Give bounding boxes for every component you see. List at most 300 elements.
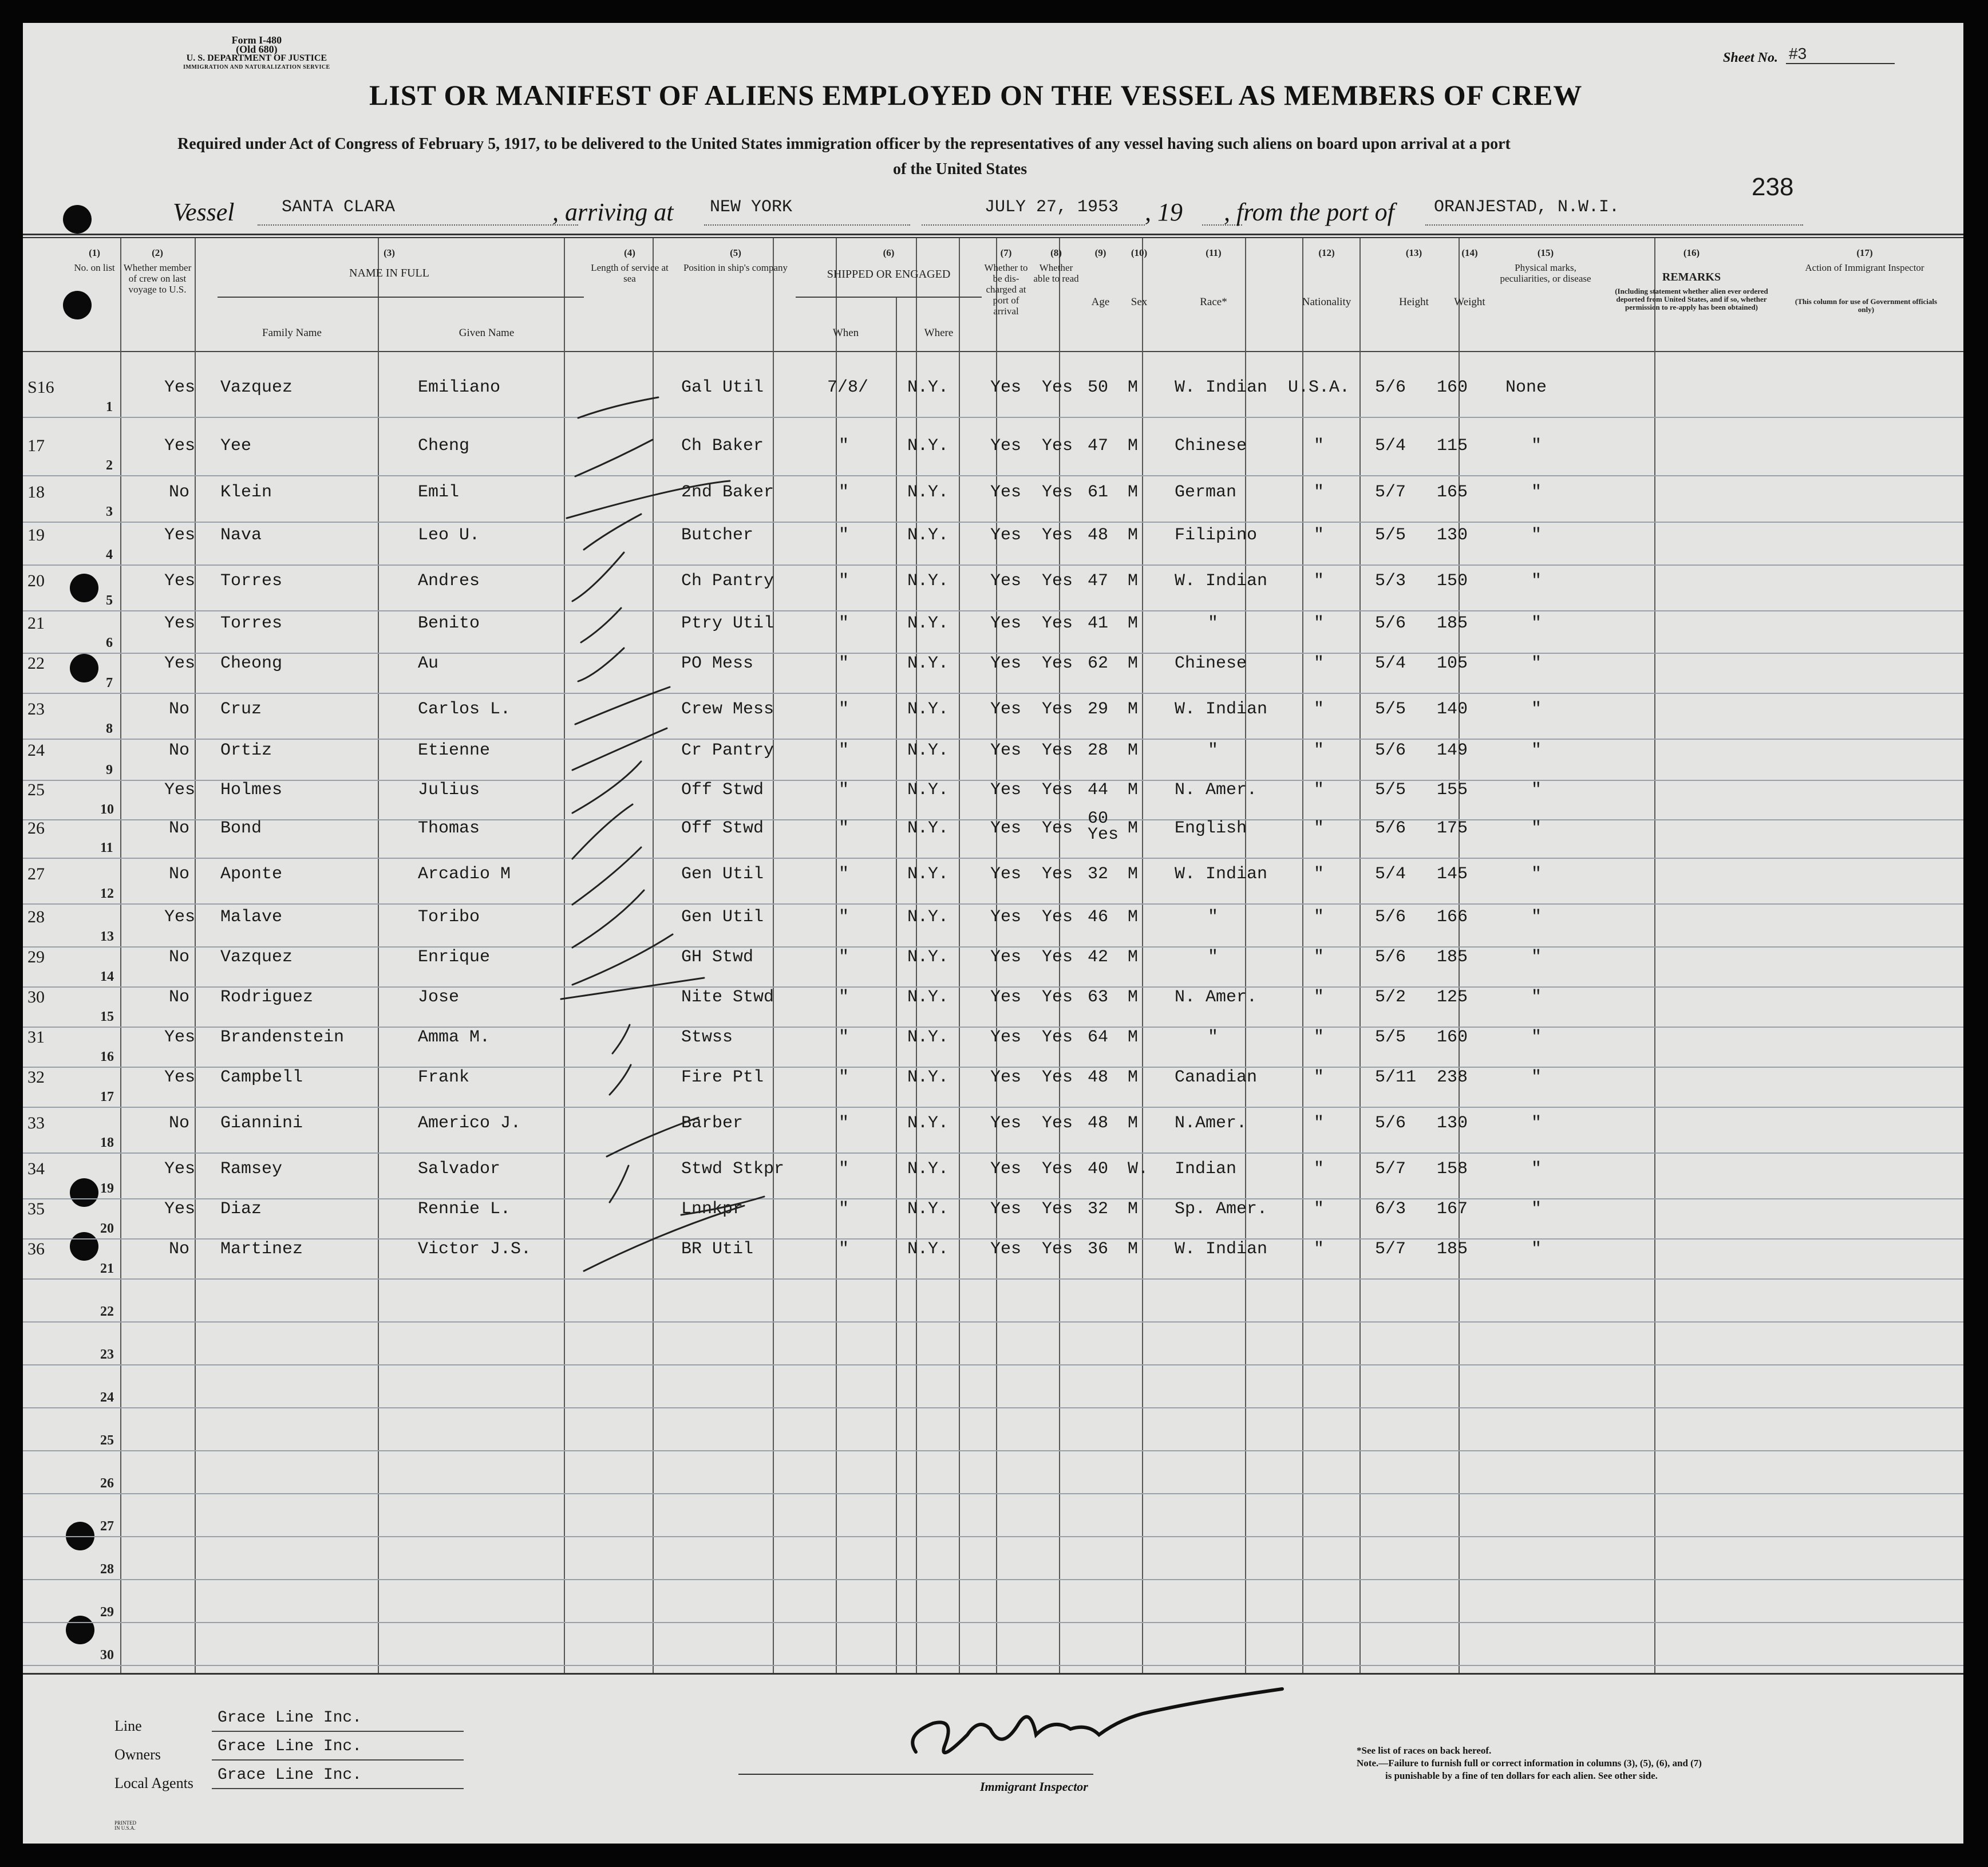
subheader-family-name: Family Name xyxy=(262,327,322,339)
cell-discharged: Yes xyxy=(990,700,1022,719)
cell-position: Cr Pantry xyxy=(681,741,774,760)
cell-read: Yes xyxy=(1042,483,1073,502)
cell-position: BR Util xyxy=(681,1240,754,1259)
cell-family: Ramsey xyxy=(220,1159,283,1179)
document-title: LIST OR MANIFEST OF ALIENS EMPLOYED ON THE VESSEL AS MEMBERS OF CREW xyxy=(369,79,1583,111)
cell-where: N.Y. xyxy=(907,571,949,591)
row-serial-number: 34 xyxy=(27,1159,45,1178)
row-serial-number: 29 xyxy=(27,948,45,966)
cell-when: " xyxy=(839,1199,849,1219)
cell-sex: M xyxy=(1128,741,1139,760)
cell-race: W. Indian xyxy=(1175,700,1268,719)
cell-age: 47 xyxy=(1088,571,1109,591)
cell-discharged: Yes xyxy=(990,907,1022,927)
cell-crew: No xyxy=(169,865,190,884)
column-number-14: (14) xyxy=(1461,247,1478,258)
cell-position: GH Stwd xyxy=(681,948,754,967)
cell-race: " xyxy=(1208,907,1219,927)
cell-read: Yes xyxy=(1042,654,1073,673)
cell-discharged: Yes xyxy=(990,1199,1022,1219)
cell-marks: " xyxy=(1531,1159,1542,1179)
cell-nationality: " xyxy=(1314,436,1325,456)
row-serial-number: 20 xyxy=(27,571,45,590)
from-port: ORANJESTAD, N.W.I. xyxy=(1434,198,1620,217)
cell-age: 36 xyxy=(1088,1240,1109,1259)
cell-family: Yee xyxy=(220,436,252,456)
cell-age: 60 Yes xyxy=(1088,809,1119,844)
column-number-9: (9) xyxy=(1094,247,1106,258)
subheader-when: When xyxy=(832,327,859,339)
column-label-16: REMARKS xyxy=(1662,271,1721,283)
cell-age: 48 xyxy=(1088,1114,1109,1133)
cell-nationality: " xyxy=(1314,948,1325,967)
cell-race: W. Indian xyxy=(1175,1240,1268,1259)
cell-marks: " xyxy=(1531,1114,1542,1133)
column-number-16: (16) xyxy=(1683,247,1700,258)
cell-height: 5/3 xyxy=(1375,571,1406,591)
cell-race: English xyxy=(1175,819,1247,838)
cell-discharged: Yes xyxy=(990,571,1022,591)
cell-nationality: " xyxy=(1314,988,1325,1007)
arrival-date: JULY 27, 1953 xyxy=(985,198,1119,217)
cell-nationality: " xyxy=(1314,483,1325,502)
agents-underline xyxy=(212,1788,464,1789)
cell-given: Julius xyxy=(418,780,480,800)
cell-age: 42 xyxy=(1088,948,1109,967)
service-check-marks xyxy=(23,23,1963,1844)
cell-weight: 130 xyxy=(1437,526,1468,545)
from-port-label: , from the port of xyxy=(1224,198,1394,226)
cell-nationality: " xyxy=(1314,571,1325,591)
cell-when: " xyxy=(839,436,849,456)
cell-race: Filipino xyxy=(1175,526,1258,545)
cell-marks: " xyxy=(1531,988,1542,1007)
column-number-6: (6) xyxy=(883,247,895,258)
cell-marks: None xyxy=(1505,378,1547,397)
sheet-number-label: Sheet No. xyxy=(1723,50,1778,65)
cell-discharged: Yes xyxy=(990,483,1022,502)
cell-discharged: Yes xyxy=(990,614,1022,633)
cell-height: 5/7 xyxy=(1375,1159,1406,1179)
cell-age: 46 xyxy=(1088,907,1109,927)
cell-position: Gal Util xyxy=(681,378,764,397)
cell-family: Campbell xyxy=(220,1068,303,1087)
cell-where: N.Y. xyxy=(907,614,949,633)
cell-family: Torres xyxy=(220,614,283,633)
cell-read: Yes xyxy=(1042,741,1073,760)
cell-given: Andres xyxy=(418,571,480,591)
cell-age: 40 xyxy=(1088,1159,1109,1179)
local-agents-label: Local Agents xyxy=(114,1775,193,1791)
cell-crew: No xyxy=(169,1114,190,1133)
cell-when: " xyxy=(839,1028,849,1047)
cell-crew: Yes xyxy=(164,1068,196,1087)
cell-sex: M xyxy=(1128,1199,1139,1219)
column-label-7: Whether to be dis-charged at port of arrival xyxy=(984,262,1028,317)
column-number-12: (12) xyxy=(1318,247,1335,258)
row-list-number: 28 xyxy=(100,1562,114,1577)
cell-given: Rennie L. xyxy=(418,1199,511,1219)
cell-crew: Yes xyxy=(164,614,196,633)
cell-family: Cheong xyxy=(220,654,283,673)
cell-family: Giannini xyxy=(220,1114,303,1133)
column-number-15: (15) xyxy=(1537,247,1554,258)
cell-family: Cruz xyxy=(220,700,262,719)
cell-nationality: " xyxy=(1314,741,1325,760)
arriving-port: NEW YORK xyxy=(710,198,793,217)
row-list-number: 9 xyxy=(106,763,113,777)
cell-sex: M xyxy=(1128,654,1139,673)
cell-position: Lnnkpr xyxy=(681,1199,744,1219)
row-serial-number: 31 xyxy=(27,1028,45,1047)
cell-given: Benito xyxy=(418,614,480,633)
cell-discharged: Yes xyxy=(990,436,1022,456)
cell-position: Off Stwd xyxy=(681,780,764,800)
cell-discharged: Yes xyxy=(990,865,1022,884)
cell-where: N.Y. xyxy=(907,741,949,760)
cell-discharged: Yes xyxy=(990,819,1022,838)
cell-weight: 160 xyxy=(1437,1028,1468,1047)
row-serial-number: 24 xyxy=(27,741,45,760)
cell-height: 5/7 xyxy=(1375,1240,1406,1259)
owners-label: Owners xyxy=(114,1746,161,1763)
cell-family: Vazquez xyxy=(220,378,293,397)
row-serial-number: 17 xyxy=(27,436,45,455)
cell-position: Ch Baker xyxy=(681,436,764,456)
cell-when: 7/8/ xyxy=(827,378,869,397)
cell-position: Fire Ptl xyxy=(681,1068,764,1087)
cell-position: 2nd Baker xyxy=(681,483,774,502)
cell-given: Amma M. xyxy=(418,1028,491,1047)
cell-marks: " xyxy=(1531,1199,1542,1219)
cell-height: 5/6 xyxy=(1375,819,1406,838)
footnote-races: *See list of races on back hereof. xyxy=(1357,1745,1492,1756)
cell-where: N.Y. xyxy=(907,907,949,927)
cell-given: Leo U. xyxy=(418,526,480,545)
subheader-given-name: Given Name xyxy=(459,327,515,339)
remarks-note: (Including statement whether alien ever ordered deported from United States, and if so, whether permission to re-apply has been obtained) xyxy=(1615,287,1768,311)
cell-height: 5/6 xyxy=(1375,378,1406,397)
cell-height: 5/5 xyxy=(1375,700,1406,719)
cell-height: 5/4 xyxy=(1375,865,1406,884)
cell-discharged: Yes xyxy=(990,526,1022,545)
column-label-9: Age xyxy=(1091,296,1110,308)
column-label-13: Height xyxy=(1399,296,1429,308)
row-list-number: 17 xyxy=(100,1090,114,1104)
cell-where: N.Y. xyxy=(907,654,949,673)
cell-nationality: " xyxy=(1314,907,1325,927)
cell-height: 5/4 xyxy=(1375,436,1406,456)
cell-crew: Yes xyxy=(164,1199,196,1219)
cell-read: Yes xyxy=(1042,907,1073,927)
cell-discharged: Yes xyxy=(990,378,1022,397)
cell-where: N.Y. xyxy=(907,819,949,838)
column-number-17: (17) xyxy=(1856,247,1873,258)
row-list-number: 30 xyxy=(100,1648,114,1663)
row-list-number: 2 xyxy=(106,458,113,473)
cell-race: " xyxy=(1208,741,1219,760)
cell-nationality: " xyxy=(1314,1068,1325,1087)
subtitle-line1: Required under Act of Congress of February 5, 1917, to be delivered to the United States immigration officer by the representatives of any vessel having such aliens on board upon arrival at a port xyxy=(177,135,1511,153)
row-list-number: 16 xyxy=(100,1049,114,1064)
cell-race: N. Amer. xyxy=(1175,780,1258,800)
column-number-2: (2) xyxy=(152,247,163,258)
cell-nationality: " xyxy=(1314,1240,1325,1259)
cell-nationality: " xyxy=(1314,700,1325,719)
cell-race: Chinese xyxy=(1175,436,1247,456)
arriving-label: , arriving at xyxy=(552,198,674,226)
cell-given: Salvador xyxy=(418,1159,501,1179)
cell-crew: Yes xyxy=(164,1159,196,1179)
cell-marks: " xyxy=(1531,526,1542,545)
cell-sex: M xyxy=(1128,819,1139,838)
cell-height: 5/7 xyxy=(1375,483,1406,502)
cell-crew: Yes xyxy=(164,436,196,456)
column-label-17: Action of Immigrant Inspector xyxy=(1805,262,1924,273)
cell-when: " xyxy=(839,1240,849,1259)
row-list-number: 7 xyxy=(106,676,113,690)
cell-nationality: " xyxy=(1314,614,1325,633)
row-list-number: 5 xyxy=(106,593,113,608)
cell-given: Toribo xyxy=(418,907,480,927)
cell-position: Ch Pantry xyxy=(681,571,774,591)
cell-family: Nava xyxy=(220,526,262,545)
cell-family: Rodriguez xyxy=(220,988,314,1007)
sheet-number-value: #3 xyxy=(1789,45,1807,62)
column-number-3: (3) xyxy=(384,247,395,258)
cell-sex: M xyxy=(1128,526,1139,545)
cell-weight: 165 xyxy=(1437,483,1468,502)
column-label-8: Whether able to read xyxy=(1033,262,1079,284)
vessel-name: SANTA CLARA xyxy=(282,198,396,217)
cell-height: 5/5 xyxy=(1375,1028,1406,1047)
department-name: U. S. DEPARTMENT OF JUSTICE xyxy=(186,53,327,63)
cell-crew: Yes xyxy=(164,654,196,673)
row-list-number: 10 xyxy=(100,802,114,817)
column-label-3: NAME IN FULL xyxy=(349,267,429,279)
cell-crew: Yes xyxy=(164,907,196,927)
cell-nationality: " xyxy=(1314,526,1325,545)
column-number-10: (10) xyxy=(1131,247,1148,258)
cell-weight: 185 xyxy=(1437,1240,1468,1259)
cell-sex: M xyxy=(1128,1114,1139,1133)
cell-age: 48 xyxy=(1088,1068,1109,1087)
cell-age: 63 xyxy=(1088,988,1109,1007)
column-label-11: Race* xyxy=(1200,296,1227,308)
cell-nationality: " xyxy=(1314,1199,1325,1219)
cell-nationality: " xyxy=(1314,1028,1325,1047)
row-list-number: 19 xyxy=(100,1181,114,1196)
cell-where: N.Y. xyxy=(907,378,949,397)
cell-where: N.Y. xyxy=(907,436,949,456)
cell-marks: " xyxy=(1531,819,1542,838)
cell-discharged: Yes xyxy=(990,1159,1022,1179)
form-number: Form I-480 xyxy=(231,34,282,46)
cell-sex: M xyxy=(1128,907,1139,927)
column-number-8: (8) xyxy=(1050,247,1062,258)
cell-crew: No xyxy=(169,700,190,719)
cell-position: Crew Mess xyxy=(681,700,774,719)
cell-when: " xyxy=(839,654,849,673)
inspector-label: Immigrant Inspector xyxy=(980,1779,1088,1794)
cell-age: 44 xyxy=(1088,780,1109,800)
cell-age: 64 xyxy=(1088,1028,1109,1047)
cell-weight: 149 xyxy=(1437,741,1468,760)
cell-nationality: " xyxy=(1314,1159,1325,1179)
cell-marks: " xyxy=(1531,700,1542,719)
cell-height: 5/2 xyxy=(1375,988,1406,1007)
row-list-number: 12 xyxy=(100,886,114,901)
cell-nationality: " xyxy=(1314,1114,1325,1133)
line-label: Line xyxy=(114,1718,142,1734)
cell-discharged: Yes xyxy=(990,741,1022,760)
cell-position: Off Stwd xyxy=(681,819,764,838)
row-list-number: 13 xyxy=(100,929,114,944)
row-serial-number: 26 xyxy=(27,819,45,838)
cell-given: Emiliano xyxy=(418,378,501,397)
column-label-15: Physical marks, peculiarities, or disease xyxy=(1500,262,1591,284)
cell-nationality: " xyxy=(1314,780,1325,800)
cell-family: Diaz xyxy=(220,1199,262,1219)
stamp-number: 238 xyxy=(1752,173,1794,201)
cell-when: " xyxy=(839,865,849,884)
row-serial-number: 19 xyxy=(27,526,45,544)
row-list-number: 21 xyxy=(100,1261,114,1276)
cell-read: Yes xyxy=(1042,1199,1073,1219)
row-serial-number: 35 xyxy=(27,1199,45,1218)
cell-race: German xyxy=(1175,483,1237,502)
year-prefix: , 19 xyxy=(1145,198,1183,226)
cell-where: N.Y. xyxy=(907,1199,949,1219)
cell-sex: M xyxy=(1128,483,1139,502)
cell-sex: M xyxy=(1128,378,1139,397)
cell-sex: M xyxy=(1128,614,1139,633)
cell-sex: M xyxy=(1128,780,1139,800)
cell-height: 5/5 xyxy=(1375,526,1406,545)
cell-crew: No xyxy=(169,741,190,760)
cell-discharged: Yes xyxy=(990,948,1022,967)
row-list-number: 8 xyxy=(106,721,113,736)
cell-read: Yes xyxy=(1042,1068,1073,1087)
cell-read: Yes xyxy=(1042,526,1073,545)
cell-position: Ptry Util xyxy=(681,614,774,633)
cell-when: " xyxy=(839,1114,849,1133)
row-serial-number: 33 xyxy=(27,1114,45,1132)
row-list-number: 23 xyxy=(100,1347,114,1362)
cell-marks: " xyxy=(1531,1068,1542,1087)
cell-discharged: Yes xyxy=(990,1240,1022,1259)
cell-marks: " xyxy=(1531,436,1542,456)
cell-weight: 150 xyxy=(1437,571,1468,591)
cell-sex: M xyxy=(1128,1028,1139,1047)
column-label-2: Whether member of crew on last voyage to U.S. xyxy=(123,262,192,295)
cell-when: " xyxy=(839,1068,849,1087)
cell-read: Yes xyxy=(1042,819,1073,838)
cell-age: 32 xyxy=(1088,865,1109,884)
cell-family: Torres xyxy=(220,571,283,591)
row-serial-number: 28 xyxy=(27,907,45,926)
action-note: (This column for use of Government officials only) xyxy=(1795,297,1938,314)
cell-age: 41 xyxy=(1088,614,1109,633)
column-label-10: Sex xyxy=(1131,296,1148,308)
cell-discharged: Yes xyxy=(990,654,1022,673)
cell-read: Yes xyxy=(1042,865,1073,884)
cell-crew: Yes xyxy=(164,526,196,545)
row-serial-number: 32 xyxy=(27,1068,45,1087)
cell-position: Stwss xyxy=(681,1028,733,1047)
vessel-label: Vessel xyxy=(173,198,235,226)
cell-where: N.Y. xyxy=(907,1068,949,1087)
cell-where: N.Y. xyxy=(907,1114,949,1133)
form-old-number: (Old 680) xyxy=(236,44,278,55)
row-list-number: 24 xyxy=(100,1390,114,1405)
cell-age: 50 xyxy=(1088,378,1109,397)
cell-weight: 125 xyxy=(1437,988,1468,1007)
column-label-4: Length of service at sea xyxy=(591,262,669,284)
cell-where: N.Y. xyxy=(907,780,949,800)
cell-sex: M xyxy=(1128,436,1139,456)
cell-given: Arcadio M xyxy=(418,865,511,884)
cell-weight: 160 xyxy=(1437,378,1468,397)
printer-mark: PRINTED IN U.S.A. xyxy=(114,1820,136,1831)
cell-family: Vazquez xyxy=(220,948,293,967)
row-list-number: 27 xyxy=(100,1519,114,1534)
cell-nationality: U.S.A. xyxy=(1288,378,1350,397)
cell-read: Yes xyxy=(1042,1159,1073,1179)
cell-weight: 155 xyxy=(1437,780,1468,800)
cell-crew: No xyxy=(169,819,190,838)
cell-read: Yes xyxy=(1042,948,1073,967)
row-list-number: 18 xyxy=(100,1135,114,1150)
inspector-line xyxy=(738,1774,1093,1775)
cell-age: 48 xyxy=(1088,526,1109,545)
cell-weight: 145 xyxy=(1437,865,1468,884)
cell-race: Chinese xyxy=(1175,654,1247,673)
cell-given: Emil xyxy=(418,483,460,502)
cell-nationality: " xyxy=(1314,654,1325,673)
cell-height: 5/4 xyxy=(1375,654,1406,673)
cell-when: " xyxy=(839,483,849,502)
row-serial-number: 30 xyxy=(27,988,45,1006)
cell-sex: M xyxy=(1128,1240,1139,1259)
cell-read: Yes xyxy=(1042,436,1073,456)
cell-race: W. Indian xyxy=(1175,865,1268,884)
row-serial-number: 27 xyxy=(27,865,45,883)
cell-crew: No xyxy=(169,988,190,1007)
cell-where: N.Y. xyxy=(907,1028,949,1047)
inspector-signature xyxy=(882,1683,1397,1775)
row-list-number: 1 xyxy=(106,400,113,415)
row-list-number: 26 xyxy=(100,1476,114,1491)
cell-marks: " xyxy=(1531,1028,1542,1047)
cell-marks: " xyxy=(1531,907,1542,927)
row-list-number: 3 xyxy=(106,504,113,519)
cell-when: " xyxy=(839,614,849,633)
subheader-where: Where xyxy=(924,327,954,339)
cell-family: Holmes xyxy=(220,780,283,800)
cell-when: " xyxy=(839,948,849,967)
cell-height: 5/6 xyxy=(1375,741,1406,760)
cell-given: Frank xyxy=(418,1068,470,1087)
row-list-number: 15 xyxy=(100,1009,114,1024)
cell-read: Yes xyxy=(1042,571,1073,591)
cell-family: Aponte xyxy=(220,865,283,884)
cell-when: " xyxy=(839,700,849,719)
cell-read: Yes xyxy=(1042,780,1073,800)
cell-given: Cheng xyxy=(418,436,470,456)
cell-age: 62 xyxy=(1088,654,1109,673)
cell-read: Yes xyxy=(1042,988,1073,1007)
